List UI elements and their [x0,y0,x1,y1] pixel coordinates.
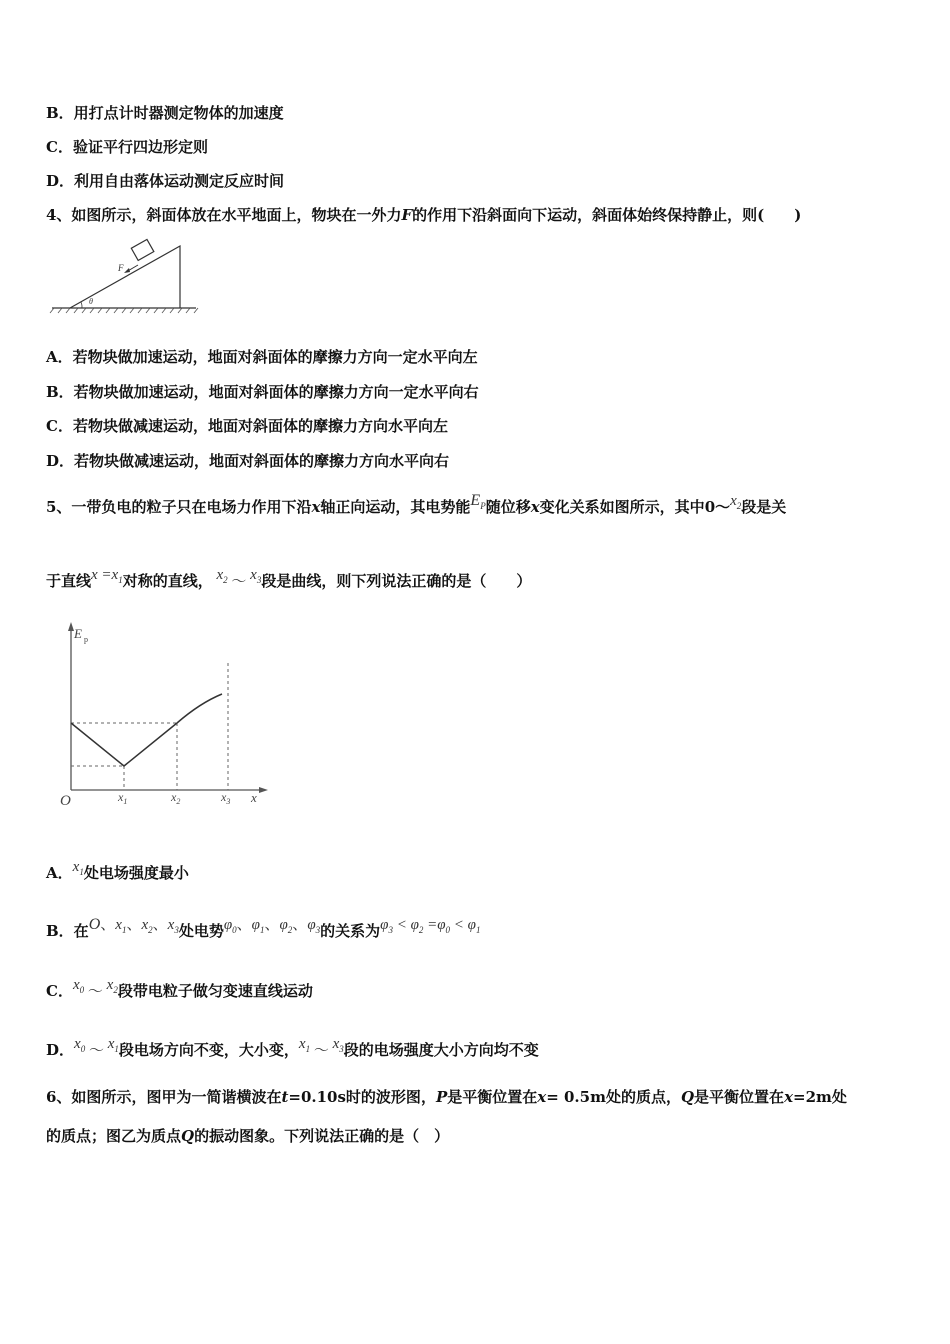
ep-linear-segment [71,723,177,766]
q6-stem-line2: 的质点；图乙为质点Q的振动图象。下列说法正确的是（ ） [46,1127,450,1145]
q4-option-d: D．若物块做减速运动，地面对斜面体的摩擦力方向水平向右 [46,452,450,470]
q3-option-b: B．用打点计时器测定物体的加速度 [46,104,284,122]
incline-figure [46,238,206,318]
tick-x2: $x_2$ [171,790,181,806]
svg-text:p: p [84,635,88,644]
q4-option-a: A．若物块做加速运动，地面对斜面体的摩擦力方向一定水平向左 [46,348,478,366]
ground-hatch [50,308,198,313]
origin-label: O [60,793,71,809]
guide-lines [71,663,228,790]
tick-x3: $x_3$ [221,790,231,806]
block [131,239,154,260]
q5-option-b: B．在O、$x_1$、$x_2$、$x_3$处电势$\varphi_0$、$\varphi_1$、$\varphi_2$、$\varphi_3$的关系为$\varphi_3 < \varphi_2 =\varphi_0 < \varphi_1$ [46,916,481,940]
q3-option-d: D．利用自由落体运动测定反应时间 [46,172,285,190]
q3-option-c: C．验证平行四边形定则 [46,138,208,156]
q5-stem-line2: 于直线$x =x_1$对称的直线， $x_2$ ～ $x_3$段是曲线，则下列说法正确的是（ ） [46,567,532,590]
q4-option-b: B．若物块做加速运动，地面对斜面体的摩擦力方向一定水平向右 [46,383,479,401]
y-axis-label: E [74,626,82,641]
x-axis-label: x [251,790,257,805]
q6-stem-line1: 6、如图所示，图甲为一简谐横波在t=0.10s时的波形图，P是平衡位置在x= 0.5m处的质点，Q是平衡位置在x=2m处 [46,1088,847,1106]
ep-curve-segment [177,694,222,723]
force-label: F [118,263,124,273]
ep-x-graph [52,618,272,818]
q4-option-c: C．若物块做减速运动，地面对斜面体的摩擦力方向水平向左 [46,417,448,435]
angle-label: θ [89,297,93,306]
q5-option-d: D．$x_0$ ～ $x_1$段电场方向不变，大小变，$x_1$ ～ $x_3$段的电场强度大小方向均不变 [46,1036,539,1059]
angle-arc [81,302,82,308]
q5-stem-line1: 5、一带负电的粒子只在电场力作用下沿x轴正向运动，其电势能$E_P$随位移x变化关系如图所示，其中$0\sim x_2$段是关 [46,492,787,516]
incline-wedge [70,246,180,308]
q4-stem: 4、如图所示，斜面体放在水平地面上，物块在一外力F的作用下沿斜面向下运动，斜面体始终保持静止，则( ) [46,206,802,224]
q5-option-c: C．$x_0$ ～ $x_2$段带电粒子做匀变速直线运动 [46,977,313,1000]
q5-option-a: A．$x_1$处电场强度最小 [46,859,189,882]
tick-x1: $x_1$ [118,790,128,806]
